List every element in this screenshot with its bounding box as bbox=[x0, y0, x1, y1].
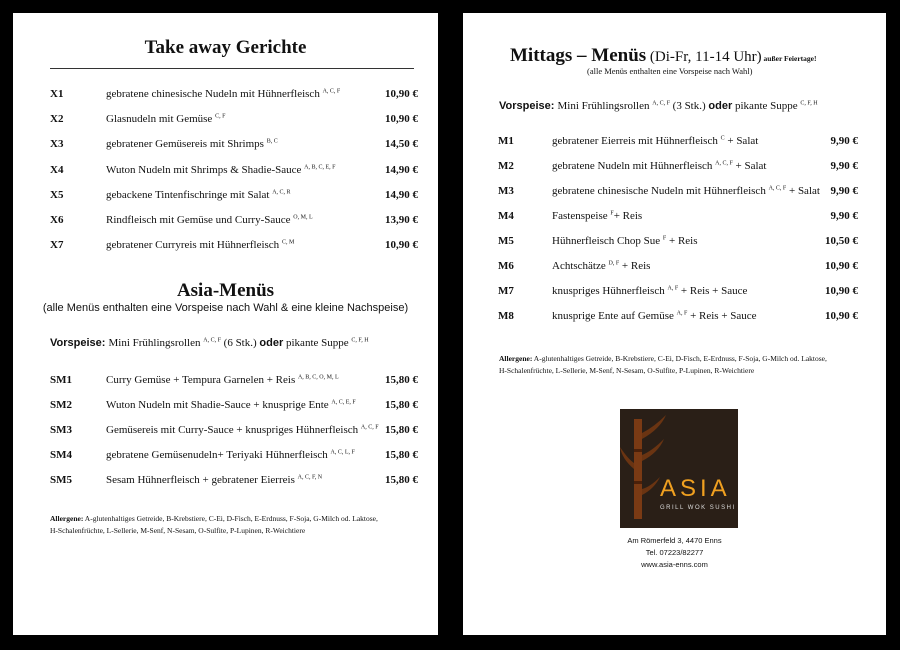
allergen-line-1: A-glutenhaltiges Getreide, B-Krebstiere, C-Ei, D-Fisch, E-Erdnuss, F-Soja, G-Milch od. Laktose, bbox=[83, 514, 378, 523]
menu-item bbox=[50, 111, 418, 127]
item-code: X4 bbox=[50, 163, 64, 176]
item-sides: + Reis + Sauce bbox=[678, 285, 748, 297]
lunch-title-days: (Di-Fr, 11-14 Uhr) bbox=[646, 49, 762, 65]
lunch-subtitle: (alle Menüs enthalten eine Vorspeise nach Wahl) bbox=[587, 66, 753, 76]
takeaway-title: Take away Gerichte bbox=[144, 37, 307, 58]
menu-item bbox=[50, 187, 418, 203]
item-allergens: O, M, L bbox=[293, 214, 313, 221]
item-price: 15,80 € bbox=[385, 399, 418, 411]
item-allergens: C, M bbox=[281, 239, 295, 246]
item-price: 13,90 € bbox=[385, 214, 418, 226]
item-name bbox=[552, 183, 820, 199]
vorspeise-rolls-allergens: A, C, F bbox=[203, 337, 221, 344]
item-allergens: A, B, C, E, F bbox=[304, 163, 336, 170]
menu-item bbox=[50, 86, 418, 102]
item-allergens: A, C, F, N bbox=[297, 474, 323, 481]
item-name bbox=[106, 372, 339, 388]
item-dish: knusprige Ente auf Gemüse bbox=[552, 310, 677, 322]
item-code: M5 bbox=[498, 235, 514, 247]
vorspeise-count: (3 Stk.) bbox=[669, 100, 709, 112]
item-code: M6 bbox=[498, 260, 514, 272]
item-dish: Sesam Hühnerfleisch + gebratener Eierreis bbox=[106, 474, 298, 486]
vorspeise-or: oder bbox=[259, 337, 284, 349]
item-price: 9,90 € bbox=[830, 160, 858, 172]
item-price: 10,90 € bbox=[825, 260, 858, 272]
item-code: X3 bbox=[50, 138, 64, 151]
menu-item bbox=[498, 183, 858, 199]
item-code: SM2 bbox=[50, 399, 72, 411]
item-dish: gebratener Curryreis mit Hühnerfleisch bbox=[106, 239, 282, 252]
item-name bbox=[552, 158, 766, 174]
item-price: 9,90 € bbox=[830, 185, 858, 197]
item-price: 15,80 € bbox=[385, 424, 418, 436]
item-name bbox=[106, 162, 336, 178]
item-allergens: D, F bbox=[608, 260, 620, 267]
item-name bbox=[552, 133, 758, 149]
vorspeise-rolls: Mini Frühlingsrollen bbox=[557, 100, 653, 112]
item-code: SM5 bbox=[50, 474, 72, 486]
item-code: M7 bbox=[498, 285, 514, 297]
item-allergens: C bbox=[720, 135, 725, 142]
item-name bbox=[552, 283, 747, 299]
menu-item bbox=[498, 208, 858, 224]
item-allergens: A, C, F bbox=[715, 160, 733, 167]
item-sides: + Salat bbox=[786, 185, 820, 197]
item-allergens: A, C, R bbox=[272, 189, 291, 196]
item-dish: gebratener Gemüsereis mit Shrimps bbox=[106, 138, 267, 151]
item-dish: Hühnerfleisch Chop Sue bbox=[552, 235, 663, 247]
item-dish: Achtschätze bbox=[552, 260, 609, 272]
logo-wordmark: ASIA bbox=[660, 475, 731, 502]
menu-item bbox=[498, 258, 858, 274]
item-price: 10,90 € bbox=[385, 239, 418, 252]
item-dish: Curry Gemüse + Tempura Garnelen + Reis bbox=[106, 374, 298, 386]
item-price: 10,50 € bbox=[825, 235, 858, 247]
allergen-legend bbox=[499, 353, 827, 377]
item-code: M3 bbox=[498, 185, 514, 197]
item-allergens: F bbox=[610, 210, 614, 217]
item-sides: + Salat bbox=[732, 160, 767, 172]
item-allergens: A, C, F bbox=[322, 88, 341, 95]
item-price: 15,80 € bbox=[385, 374, 418, 386]
asia-vorspeise bbox=[50, 336, 369, 350]
menu-item bbox=[50, 162, 418, 178]
item-name bbox=[106, 136, 278, 152]
item-code: SM3 bbox=[50, 424, 72, 436]
item-name bbox=[106, 237, 294, 253]
logo-tagline: GRILL WOK SUSHI bbox=[660, 505, 736, 511]
item-code: X1 bbox=[50, 88, 64, 100]
item-allergens: A, B, C, O, M, L bbox=[297, 374, 339, 381]
item-code: X6 bbox=[50, 214, 64, 226]
vorspeise-soup-allergens: C, F, H bbox=[351, 337, 369, 344]
menu-item bbox=[498, 158, 858, 174]
item-allergens: A, F bbox=[676, 310, 688, 317]
lunch-vorspeise bbox=[499, 99, 818, 113]
item-name bbox=[552, 233, 698, 249]
item-price: 9,90 € bbox=[830, 135, 858, 147]
item-name bbox=[106, 422, 379, 438]
item-dish: knuspriges Hühnerfleisch bbox=[552, 285, 668, 297]
item-name bbox=[552, 258, 650, 274]
item-sides: + Reis bbox=[666, 235, 698, 247]
item-name bbox=[106, 472, 322, 488]
item-dish: Wuton Nudeln mit Shadie-Sauce + knusprige Ente bbox=[106, 399, 332, 411]
item-name bbox=[106, 86, 340, 102]
vorspeise-soup: pikante Suppe bbox=[732, 100, 801, 112]
allergen-line-1: A-glutenhaltiges Getreide, B-Krebstiere, C-Ei, D-Fisch, E-Erdnuss, F-Soja, G-Milch od. Laktose, bbox=[532, 354, 827, 363]
vorspeise-or: oder bbox=[708, 100, 733, 112]
menu-item bbox=[50, 372, 418, 388]
allergen-legend bbox=[50, 513, 378, 537]
item-dish: gebratene Gemüsenudeln+ Teriyaki Hühnerfleisch bbox=[106, 449, 331, 461]
menu-item bbox=[498, 283, 858, 299]
vorspeise-label: Vorspeise: bbox=[499, 100, 558, 112]
item-code: M8 bbox=[498, 310, 514, 322]
item-code: SM1 bbox=[50, 374, 72, 386]
lunch-title-note: außer Feiertage! bbox=[761, 54, 817, 63]
item-code: M4 bbox=[498, 210, 514, 222]
item-price: 14,90 € bbox=[385, 188, 418, 201]
phone: Tel. 07223/82277 bbox=[645, 548, 704, 557]
menu-item bbox=[498, 133, 858, 149]
item-sides: + Reis bbox=[619, 260, 651, 272]
item-name bbox=[106, 111, 225, 127]
item-code: M2 bbox=[498, 160, 514, 172]
vorspeise-rolls: Mini Frühlingsrollen bbox=[108, 337, 204, 349]
item-allergens: F bbox=[662, 235, 667, 242]
item-code: X2 bbox=[50, 113, 64, 126]
item-price: 15,80 € bbox=[385, 449, 418, 461]
item-allergens: A, F bbox=[667, 285, 679, 292]
item-name bbox=[552, 208, 642, 224]
item-price: 15,80 € bbox=[385, 474, 418, 486]
menu-item bbox=[50, 136, 418, 152]
item-dish: Gemüsereis mit Curry-Sauce + knuspriges Hühnerfleisch bbox=[106, 424, 361, 436]
lunch-title-main: Mittags – Menüs bbox=[510, 45, 647, 66]
item-price: 10,90 € bbox=[385, 88, 418, 100]
allergen-label: Allergene: bbox=[499, 354, 533, 363]
item-name bbox=[106, 212, 313, 228]
item-dish: Rindfleisch mit Gemüse und Curry-Sauce bbox=[106, 214, 294, 226]
menu-item bbox=[50, 212, 418, 228]
item-dish: gebratener Eierreis mit Hühnerfleisch bbox=[552, 135, 721, 147]
item-name bbox=[552, 308, 757, 324]
address: Am Römerfeld 3, 4470 Enns bbox=[627, 536, 722, 545]
vorspeise-label: Vorspeise: bbox=[50, 337, 109, 349]
menu-item bbox=[50, 447, 418, 463]
item-price: 14,50 € bbox=[385, 138, 418, 151]
item-dish: Fastenspeise bbox=[552, 210, 611, 222]
item-dish: gebratene Nudeln mit Hühnerfleisch bbox=[552, 160, 716, 172]
lunch-title bbox=[510, 45, 817, 67]
item-allergens: C, F bbox=[215, 113, 226, 120]
item-price: 9,90 € bbox=[830, 210, 858, 222]
item-price: 10,90 € bbox=[385, 113, 418, 126]
takeaway-menu-page bbox=[13, 13, 438, 635]
vorspeise-rolls-allergens: A, C, F bbox=[652, 100, 670, 107]
menu-item bbox=[50, 397, 418, 413]
item-price: 14,90 € bbox=[385, 163, 418, 176]
item-allergens: A, C, F bbox=[768, 185, 787, 192]
vorspeise-count: (6 Stk.) bbox=[220, 337, 260, 349]
menu-item bbox=[498, 233, 858, 249]
menu-item bbox=[50, 422, 418, 438]
allergen-line-2: H-Schalenfrüchte, L-Sellerie, M-Senf, N-Sesam, O-Sulfite, P-Lupinen, R-Weichtiere bbox=[50, 526, 306, 535]
asia-logo bbox=[620, 409, 738, 528]
item-price: 10,90 € bbox=[825, 310, 858, 322]
menu-item bbox=[498, 308, 858, 324]
item-sides: + Salat bbox=[724, 135, 759, 147]
asia-menus-title: Asia-Menüs bbox=[176, 280, 275, 301]
item-dish: Wuton Nudeln mit Shrimps & Shadie-Sauce bbox=[106, 163, 305, 176]
item-dish: gebackene Tintenfischringe mit Salat bbox=[106, 188, 273, 201]
item-allergens: A, C, F bbox=[360, 424, 379, 431]
item-dish: Glasnudeln mit Gemüse bbox=[106, 113, 216, 126]
item-allergens: A, C, E, F bbox=[331, 399, 356, 406]
item-name bbox=[106, 447, 355, 463]
item-name bbox=[106, 187, 291, 203]
item-code: SM4 bbox=[50, 449, 72, 461]
item-price: 10,90 € bbox=[825, 285, 858, 297]
allergen-line-2: H-Schalenfrüchte, L-Sellerie, M-Senf, N-Sesam, O-Sulfite, P-Lupinen, R-Weichtiere bbox=[499, 366, 755, 375]
item-sides: + Reis + Sauce bbox=[687, 310, 757, 322]
item-code: M1 bbox=[498, 135, 514, 147]
item-allergens: A, C, L, F bbox=[330, 449, 355, 456]
website-link[interactable]: www.asia-enns.com bbox=[641, 560, 708, 569]
menu-item bbox=[50, 472, 418, 488]
item-allergens: B, C bbox=[266, 138, 278, 145]
asia-menus-subtitle: (alle Menüs enthalten eine Vorspeise nach Wahl & eine kleine Nachspeise) bbox=[42, 302, 409, 314]
item-sides: + Reis bbox=[613, 210, 643, 222]
title-divider bbox=[50, 68, 414, 69]
lunch-menu-page bbox=[463, 13, 886, 635]
vorspeise-soup: pikante Suppe bbox=[283, 337, 352, 349]
item-dish: gebratene chinesische Nudeln mit Hühnerfleisch bbox=[106, 88, 323, 100]
item-code: X7 bbox=[50, 239, 64, 252]
allergen-label: Allergene: bbox=[50, 514, 84, 523]
item-name bbox=[106, 397, 356, 413]
item-code: X5 bbox=[50, 188, 64, 201]
vorspeise-soup-allergens: C, F, H bbox=[800, 100, 818, 107]
menu-item bbox=[50, 237, 418, 253]
item-dish: gebratene chinesische Nudeln mit Hühnerfleisch bbox=[552, 185, 769, 197]
